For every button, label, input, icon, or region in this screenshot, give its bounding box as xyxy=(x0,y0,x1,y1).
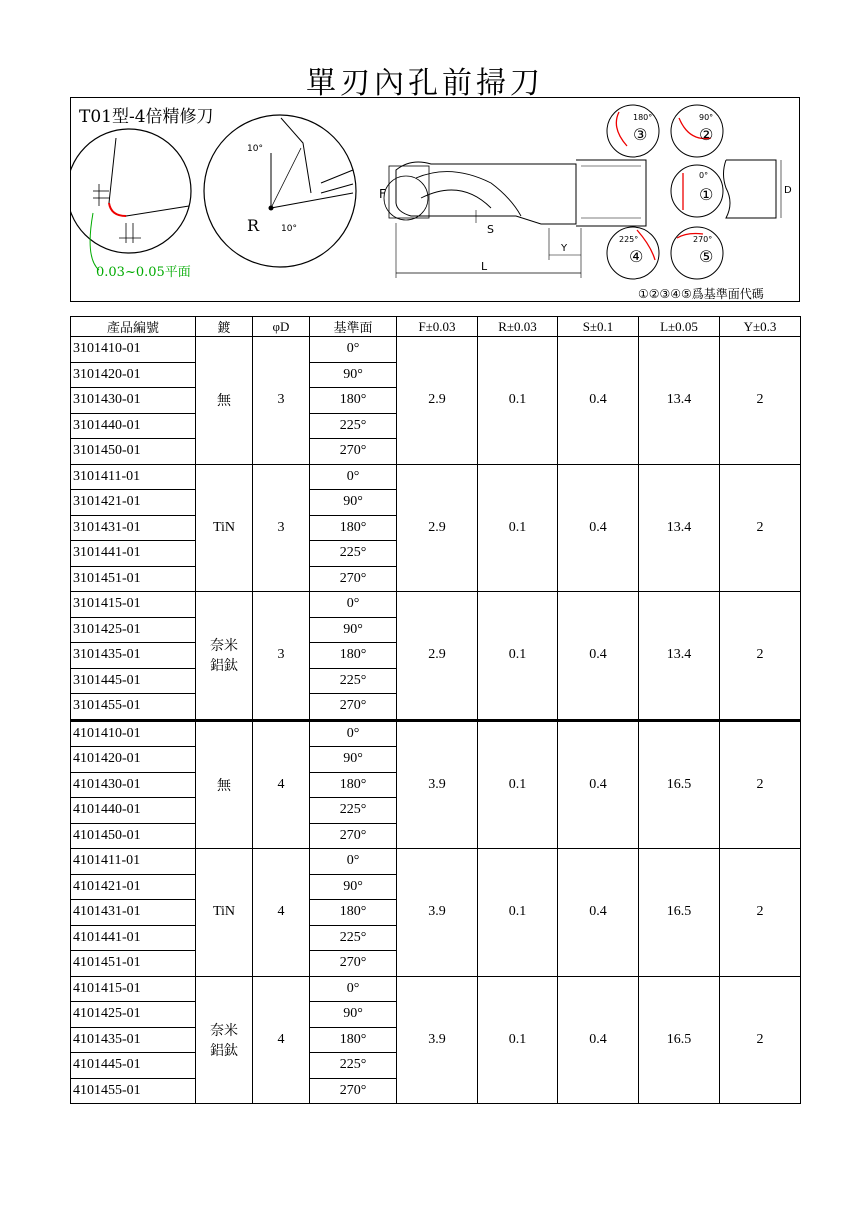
table-row xyxy=(71,337,801,363)
f-cell: 3.9 xyxy=(397,720,478,849)
tool-diagram xyxy=(70,97,800,302)
r-cell: 0.1 xyxy=(478,464,558,592)
ref-face-cell: 90° xyxy=(310,490,397,516)
ref-face-cell: 90° xyxy=(310,362,397,388)
ref-num-1: ① xyxy=(699,185,714,204)
r-label: R xyxy=(247,216,260,235)
diameter-cell: 3 xyxy=(253,464,310,592)
table-header xyxy=(71,317,801,337)
l-cell: 16.5 xyxy=(639,720,720,849)
l-cell: 13.4 xyxy=(639,592,720,721)
product-code-cell: 3101451-01 xyxy=(71,566,196,592)
product-code-cell: 4101411-01 xyxy=(71,849,196,875)
header-s: S±0.1 xyxy=(558,317,639,337)
l-cell: 16.5 xyxy=(639,849,720,977)
ref-90-label: 90° xyxy=(699,113,714,122)
ref-legend: ①②③④⑤爲基準面代碼 xyxy=(638,287,764,301)
coating-cell: 奈米 鋁鈦 xyxy=(196,592,253,721)
f-cell: 2.9 xyxy=(397,337,478,465)
product-code-cell: 3101425-01 xyxy=(71,617,196,643)
coating-cell: 無 xyxy=(196,337,253,465)
diameter-cell: 4 xyxy=(253,720,310,849)
product-code-cell: 3101441-01 xyxy=(71,541,196,567)
product-code-cell: 3101421-01 xyxy=(71,490,196,516)
l-cell: 13.4 xyxy=(639,337,720,465)
ref-face-cell: 225° xyxy=(310,1053,397,1079)
spec-table xyxy=(70,316,801,1104)
ref-90-circle xyxy=(671,105,723,157)
diameter-cell: 3 xyxy=(253,337,310,465)
product-code-cell: 4101450-01 xyxy=(71,823,196,849)
ref-270-circle xyxy=(671,227,723,279)
product-code-cell: 4101430-01 xyxy=(71,772,196,798)
tool-drawing xyxy=(71,98,801,303)
header-coating: 鍍 xyxy=(196,317,253,337)
diameter-cell: 3 xyxy=(253,592,310,721)
ref-face-cell: 225° xyxy=(310,925,397,951)
ref-face-cell: 225° xyxy=(310,413,397,439)
table-row xyxy=(71,849,801,875)
ref-num-3: ③ xyxy=(633,125,648,144)
y-cell: 2 xyxy=(720,849,801,977)
ref-face-cell: 90° xyxy=(310,747,397,773)
y-cell: 2 xyxy=(720,337,801,465)
ref-180-label: 180° xyxy=(633,113,653,122)
ref-face-cell: 90° xyxy=(310,617,397,643)
ref-face-cell: 180° xyxy=(310,772,397,798)
diameter-cell: 4 xyxy=(253,849,310,977)
product-code-cell: 3101440-01 xyxy=(71,413,196,439)
ref-face-cell: 225° xyxy=(310,668,397,694)
f-label: F xyxy=(379,187,386,201)
l-cell: 13.4 xyxy=(639,464,720,592)
product-code-cell: 4101420-01 xyxy=(71,747,196,773)
product-code-cell: 3101430-01 xyxy=(71,388,196,414)
product-code-cell: 3101420-01 xyxy=(71,362,196,388)
table-body xyxy=(71,337,801,1104)
s-cell: 0.4 xyxy=(558,337,639,465)
l-label: L xyxy=(481,260,488,273)
product-code-cell: 3101415-01 xyxy=(71,592,196,618)
ref-face-cell: 0° xyxy=(310,464,397,490)
product-code-cell: 3101411-01 xyxy=(71,464,196,490)
edge-detail-circle xyxy=(71,129,191,280)
diagram-label: T01型-4倍精修刀 xyxy=(79,107,214,127)
r-cell: 0.1 xyxy=(478,337,558,465)
header-r: R±0.03 xyxy=(478,317,558,337)
ref-face-cell: 180° xyxy=(310,388,397,414)
ref-face-cell: 0° xyxy=(310,849,397,875)
ref-face-cell: 270° xyxy=(310,823,397,849)
product-code-cell: 3101455-01 xyxy=(71,694,196,721)
f-cell: 2.9 xyxy=(397,464,478,592)
angle-10-top: 10° xyxy=(247,144,263,154)
angle-10-bottom: 10° xyxy=(281,224,297,234)
ref-face-cell: 180° xyxy=(310,1027,397,1053)
product-code-cell: 4101421-01 xyxy=(71,874,196,900)
ref-face-cell: 0° xyxy=(310,720,397,747)
ref-face-cell: 180° xyxy=(310,900,397,926)
header-l: L±0.05 xyxy=(639,317,720,337)
s-label: S xyxy=(487,223,494,236)
ref-face-cell: 270° xyxy=(310,566,397,592)
y-cell: 2 xyxy=(720,976,801,1104)
ref-face-cell: 0° xyxy=(310,337,397,363)
header-y: Y±0.3 xyxy=(720,317,801,337)
product-code-cell: 4101441-01 xyxy=(71,925,196,951)
product-code-cell: 4101440-01 xyxy=(71,798,196,824)
ref-180-circle xyxy=(607,105,659,157)
product-code-cell: 3101445-01 xyxy=(71,668,196,694)
s-cell: 0.4 xyxy=(558,592,639,721)
product-code-cell: 4101425-01 xyxy=(71,1002,196,1028)
product-code-cell: 4101455-01 xyxy=(71,1078,196,1104)
ref-225-circle xyxy=(607,227,659,279)
ref-270-label: 270° xyxy=(693,235,713,244)
table-row xyxy=(71,976,801,1002)
ref-face-cell: 90° xyxy=(310,874,397,900)
ref-face-cell: 0° xyxy=(310,592,397,618)
product-code-cell: 3101435-01 xyxy=(71,643,196,669)
r-cell: 0.1 xyxy=(478,592,558,721)
product-code-cell: 4101445-01 xyxy=(71,1053,196,1079)
product-code-cell: 3101450-01 xyxy=(71,439,196,465)
ref-num-2: ② xyxy=(699,125,714,144)
f-cell: 3.9 xyxy=(397,849,478,977)
r-cell: 0.1 xyxy=(478,849,558,977)
s-cell: 0.4 xyxy=(558,976,639,1104)
y-cell: 2 xyxy=(720,592,801,721)
y-label: Y xyxy=(561,243,568,254)
r-cell: 0.1 xyxy=(478,720,558,849)
ref-num-4: ④ xyxy=(629,247,644,266)
product-code-cell: 3101410-01 xyxy=(71,337,196,363)
s-cell: 0.4 xyxy=(558,849,639,977)
ref-face-cell: 270° xyxy=(310,1078,397,1104)
page-title: 單刃內孔前掃刀 xyxy=(306,66,544,101)
header-diameter: φD xyxy=(253,317,310,337)
ref-face-cell: 270° xyxy=(310,439,397,465)
diameter-cell: 4 xyxy=(253,976,310,1104)
s-cell: 0.4 xyxy=(558,464,639,592)
ref-face-cell: 225° xyxy=(310,798,397,824)
ref-face-cell: 270° xyxy=(310,694,397,721)
table-row xyxy=(71,464,801,490)
angle-detail-circle xyxy=(204,115,356,267)
ref-face-cell: 270° xyxy=(310,951,397,977)
f-cell: 3.9 xyxy=(397,976,478,1104)
header-f: F±0.03 xyxy=(397,317,478,337)
y-cell: 2 xyxy=(720,720,801,849)
l-cell: 16.5 xyxy=(639,976,720,1104)
product-code-cell: 4101435-01 xyxy=(71,1027,196,1053)
shank-end-view xyxy=(724,160,793,218)
coating-cell: TiN xyxy=(196,849,253,977)
tool-side-view xyxy=(379,160,646,278)
y-cell: 2 xyxy=(720,464,801,592)
product-code-cell: 4101410-01 xyxy=(71,720,196,747)
coating-cell: 無 xyxy=(196,720,253,849)
coating-cell: 奈米 鋁鈦 xyxy=(196,976,253,1104)
ref-num-5: ⑤ xyxy=(699,247,714,266)
s-cell: 0.4 xyxy=(558,720,639,849)
product-code-cell: 3101431-01 xyxy=(71,515,196,541)
table-row xyxy=(71,592,801,618)
flat-note: 0.03~0.05平面 xyxy=(96,265,191,280)
product-code-cell: 4101431-01 xyxy=(71,900,196,926)
ref-face-cell: 180° xyxy=(310,515,397,541)
header-code: 產品編號 xyxy=(71,317,196,337)
ref-face-cell: 180° xyxy=(310,643,397,669)
product-code-cell: 4101415-01 xyxy=(71,976,196,1002)
header-ref: 基準面 xyxy=(310,317,397,337)
r-cell: 0.1 xyxy=(478,976,558,1104)
ref-0-circle xyxy=(671,165,723,217)
ref-225-label: 225° xyxy=(619,235,639,244)
ref-face-cell: 90° xyxy=(310,1002,397,1028)
f-cell: 2.9 xyxy=(397,592,478,721)
product-code-cell: 4101451-01 xyxy=(71,951,196,977)
ref-0-label: 0° xyxy=(699,171,709,180)
table-row xyxy=(71,720,801,747)
coating-cell: TiN xyxy=(196,464,253,592)
ref-face-cell: 225° xyxy=(310,541,397,567)
ref-face-cell: 0° xyxy=(310,976,397,1002)
d-label: D xyxy=(784,185,792,196)
